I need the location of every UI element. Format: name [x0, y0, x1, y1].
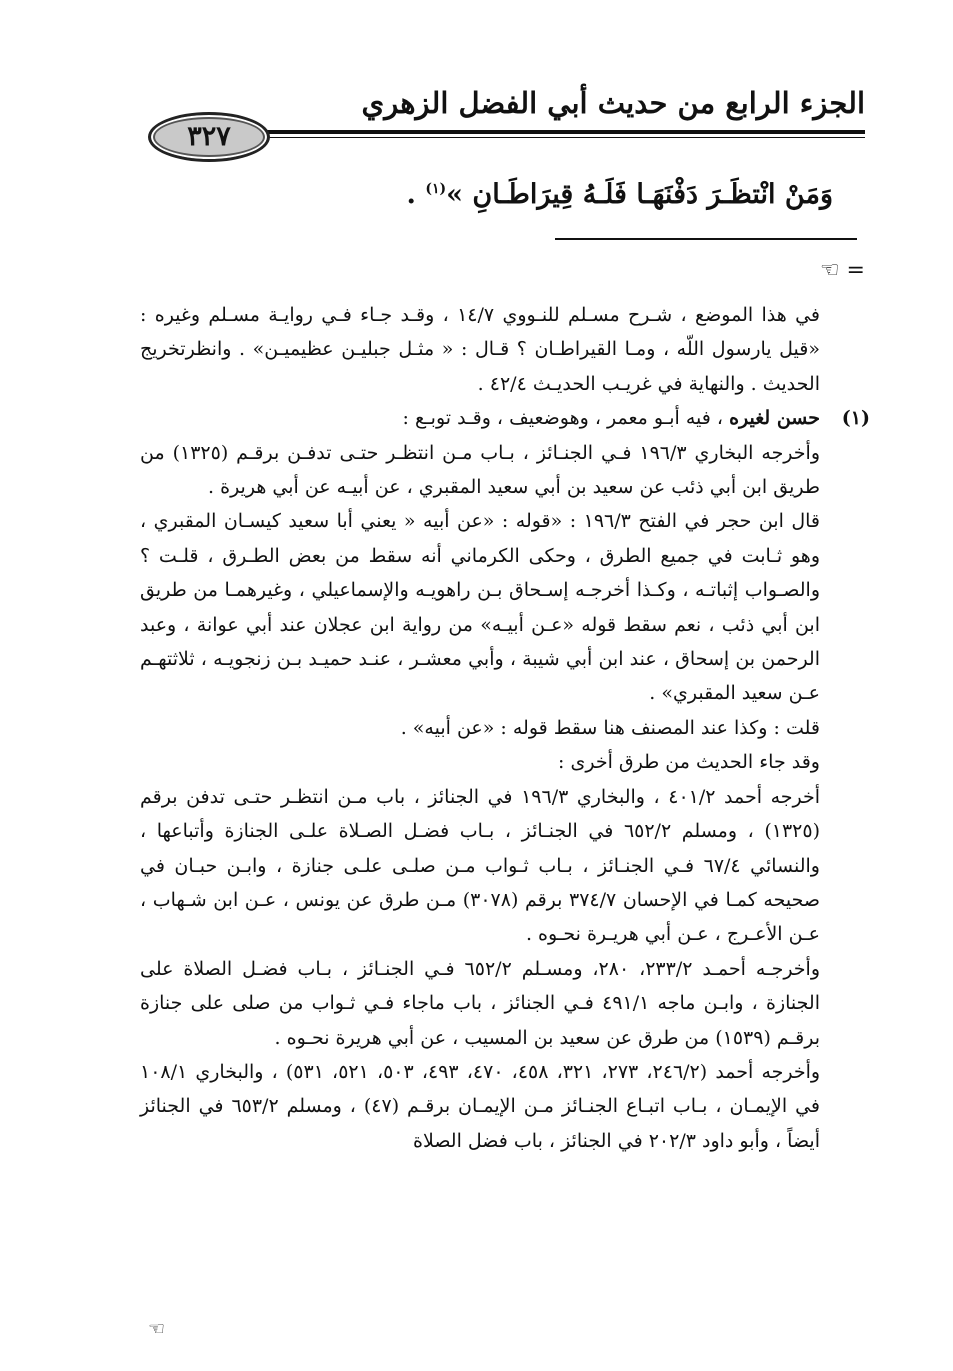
footnote-paragraph: قال ابن حجر في الفتح ١٩٦/٣ : «قوله : «عن أبيه « يعني أبا سعيد كيسـان المقبري ، وهو ثـابت في جميع الطرق ، وحكى الكرماني أنه سقط من بعض الطـرق ، قلـت ؟ والصـواب إثباتـه ، وكـذا أخرجـه إسـحاق بـن راهويـه والإسماعيلي ، وغيرهمـا من طريق ابن أبي ذئب ، نعم سقط قوله «عـن أبيـه» من رواية ابن عجلان عند أبي عوانة ، وعبد الرحمن بن إسحاق ، عند ابن أبي شيبة ، وأبي معشـر ، عنـد حميـد بـن زنجويـه ، ثلاثتهـم عـن سعيد المقبري» .: [140, 510, 821, 705]
footnote-paragraph: قلت : وكذا عند المصنف هنا سقط قوله : «عن أبيه» .: [400, 716, 820, 739]
main-text: [143, 168, 833, 216]
footnote-paragraph: أخرجه أحمد ٤٠١/٢ ، والبخاري ١٩٦/٣ في الجنائز ، باب مـن انتظـر حتـى تدفن برقم (١٣٢٥) ، ومسلم ٦٥٢/٢ في الجنـائز ، بـاب فضـل الصـلاة علـى الجنازة وأتباعها ، والنسائي ٦٧/٤ فـي الجنـائز ، بـاب ثـواب مـن صلـى علـى جنازة ، وابـن حبـان في صحيحه كمـا في الإحسان ٣٧٤/٧ برقم (٣٠٧٨) مـن طرق عن يونس ، عـن ابن شـهاب ، عـن الأعـرج ، عـن أبي هريـرة نحـوه .: [140, 785, 821, 946]
footnote-paragraph: وأخرجه أحمد (٢٤٦/٢، ٢٧٣، ٣٢١، ٤٥٨، ٤٧٠، ٤٩٣، ٥٠٣، ٥٢١، ٥٣١) ، والبخاري ١٠٨/١ في الإيمـان ، بـاب اتبـاع الجنـائز مـن الإيمـان برقـم (٤٧) ، ومسلم ٦٥٣/٢ في الجنائز أيضاً ، وأبو داود ٢٠٢/٣ في الجنائز ، باب فضل الصلاة: [140, 1060, 821, 1152]
footnote-ref: (١): [425, 181, 447, 197]
footnote-paragraph: وأخرجـه أحمـد ٢٣٣/٢، ٢٨٠، ومسـلم ٦٥٢/٢ فـي الجنـائز ، بـاب فضـل الصلاة على الجنازة ، وابـن ماجه ٤٩١/١ فـي الجنائز ، باب ماجاء فـي ثـواب من صلى على جنازة برقـم (١٥٣٩) من طرق عن سعيد بن المسيب ، عن أبي هريرة نحـوه .: [140, 957, 821, 1049]
catchword-icon: ☜: [148, 1318, 166, 1340]
footnote-paragraph: وقد جاء الحديث من طرق أخرى :: [558, 751, 820, 774]
header-title: الجزء الرابع من حديث أبي الفضل الزهري: [361, 86, 865, 120]
running-header: [145, 82, 865, 162]
footnote-paragraph: وأخرجه البخاري ١٩٦/٣ فـي الجنـائز ، بـاب مـن انتظـر حتـى تدفـن برقـم (١٣٢٥) من طريق ابن أبي ذئب عن سعيد بن أبي سعيد المقبري ، عن أبيـه عن أبي هريرة .: [140, 441, 820, 499]
footnote-continuation-mark: = ☜: [819, 258, 865, 283]
footnotes: [140, 298, 870, 1158]
main-text-body: وَمَنْ انْتظَـرَ دَفْنَهَـا فَلَـهُ قِيرَاطَـانِ »: [446, 179, 833, 210]
footnote-1-heading: [140, 401, 870, 435]
page-number: ٣٢٧: [148, 112, 270, 162]
main-text-end: .: [406, 179, 426, 210]
footnote-separator: [555, 238, 857, 240]
header-rule: [255, 130, 865, 134]
footnote-1-number: (١): [841, 407, 870, 430]
header-rule-thin: [255, 137, 865, 138]
footnote-1-grade-rest: ، فيه أبـو معمر ، وهوضعيف ، وقـد توبـع :: [402, 407, 730, 430]
footnote-continued-text: في هذا الموضع ، شـرح مسـلم للنـووي ١٤/٧ ، وقـد جـاء فـي روايـة مسـلم وغيره : «قيل يارسول اللّه ، ومـا القيراطـان ؟ قـال : « مثـل جبليـن عظيميـن» . وانظرتخريج الحديث . والنهاية في غريـب الحديـث ٤٢/٤ .: [140, 304, 820, 395]
footnote-1-grade: حسن لغيره: [729, 407, 820, 430]
